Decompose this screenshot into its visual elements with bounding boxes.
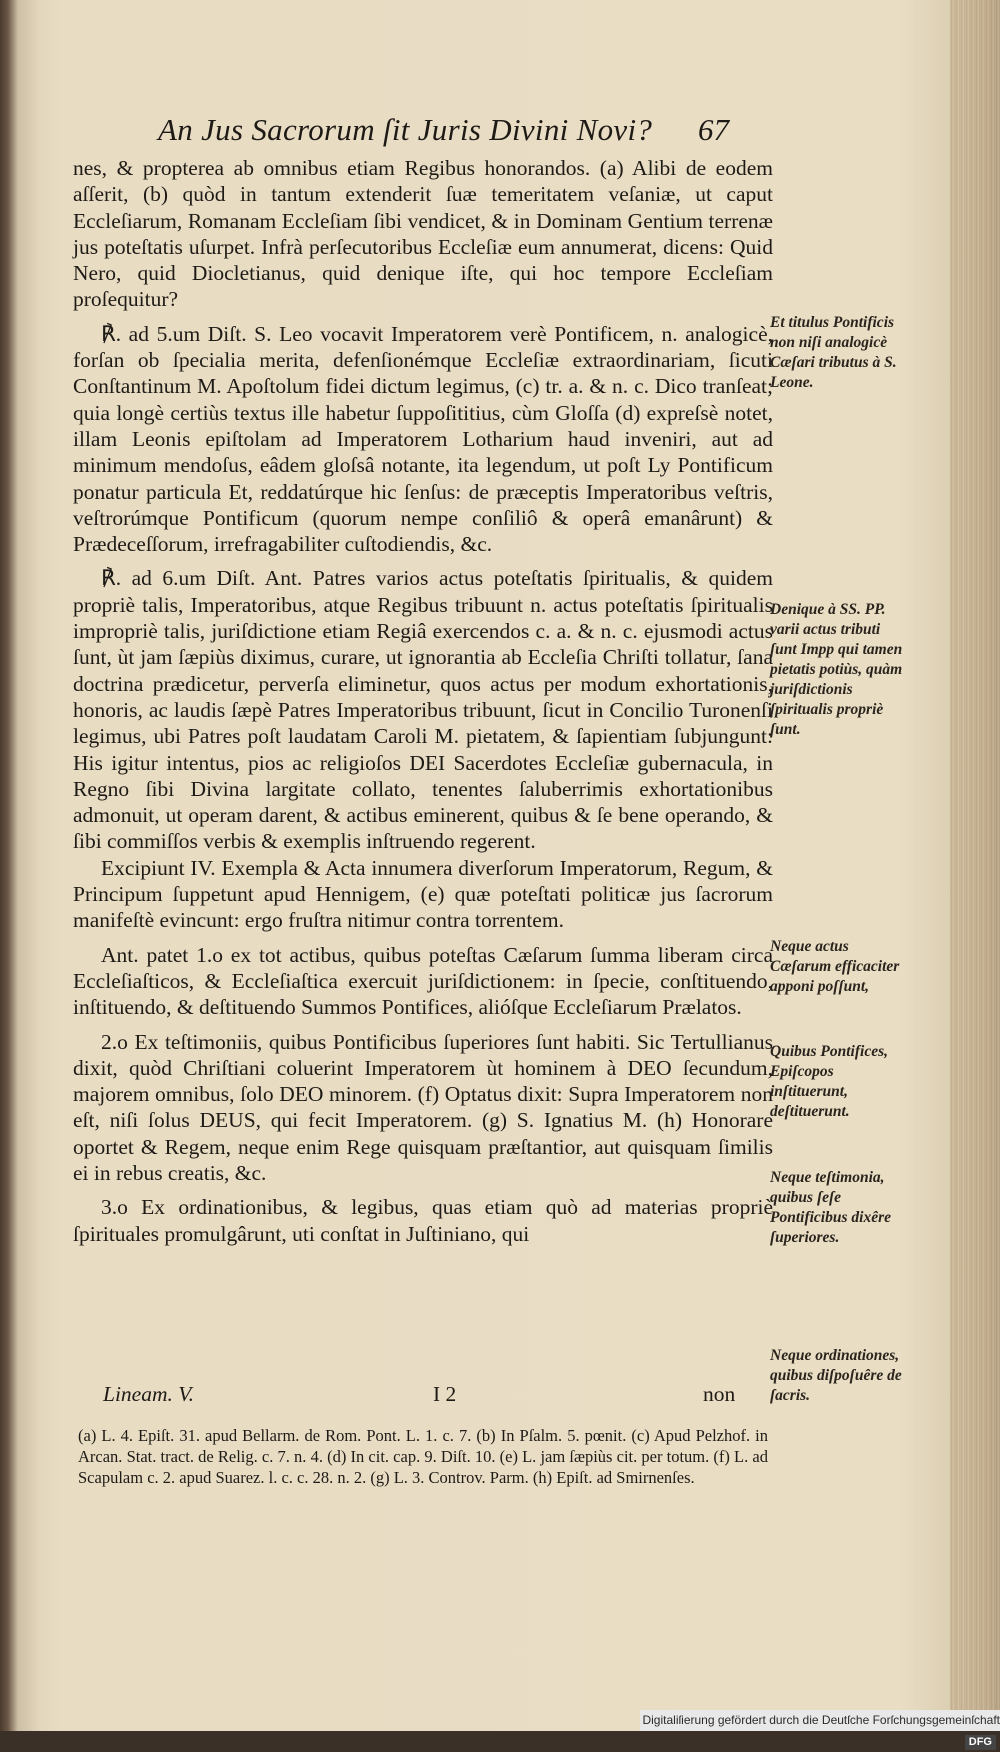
margin-note: Denique à SS. PP. varii actus tributi ſunt Impp qui tamen pietatis potiùs, quàm juriſdictionis ſpiritualis propriè ſunt. [770, 601, 903, 738]
margin-note: Neque actus Cæſarum efficaciter apponi poſſunt, [770, 938, 900, 995]
paragraph: 2.o Ex teſtimoniis, quibus Pontificibus ſuperiores ſunt habiti. Sic Tertullianus dixit, quòd Chriſtiani coluerint Imperatorem ùt hominem à DEO ſecundum, majorem omnibus, ſolo DEO minorem. (f) Optatus dixit: Supra Imperatorem non eſt, niſi ſolus DEUS, qui fecit Imperatorem. (g) S. Ignatius M. (h) Honorare oportet & Regem, neque enim Rege quisquam præſtantior, aut quisquam ſimilis ei in rebus creatis, &c. [73, 1029, 773, 1185]
digitization-text: Digitaliſierung gefördert durch die Deutſche Forſchungsgemeinſchaft · [642, 1713, 1000, 1748]
footnotes: (a) L. 4. Epiſt. 31. apud Bellarm. de Rom. Pont. L. 1. c. 7. (b) In Pſalm. 5. pœnit. (c) Apud Pelzhof. in Arcan. Stat. tract. de Relig. c. 7. n. 4. (d) In cit. cap. 9. Diſt. 10. (e) L. jam ſæpiùs cit. per totum. (f) L. ad Scapulam c. 2. apud Suarez. l. c. c. 28. n. 2. (g) L. 3. Controv. Parm. (h) Epiſt. ad Smirnenſes. [78, 1426, 768, 1487]
page-number: 67 [698, 112, 729, 147]
main-text [73, 155, 773, 1247]
margin-note: Et titulus Pontificis non niſi analogicè Cæſari tributus à S. Leone. [770, 314, 897, 391]
running-title: An Jus Sacrorum ſit Juris Divini Novi? [158, 112, 653, 147]
catchword-left: Lineam. V. [103, 1382, 194, 1406]
gathering-signature: I 2 [433, 1382, 457, 1406]
paragraph: Ant. patet 1.o ex tot actibus, quibus poteſtas Cæſarum ſumma liberam circa Eccleſiaſticos, & Eccleſiaſtica exercuit juriſdictionem: in ſpecie, conſtituendo, inſtituendo, & deſtituendo Summos Pontifices, alióſque Eccleſiarum Prælatos. [73, 942, 773, 1020]
paragraph: nes, & propterea ab omnibus etiam Regibus honorandos. (a) Alibi de eodem aſſerit, (b) quòd in tantum extenderit ſuæ temeritatem veſaniæ, ut caput Eccleſiarum, Romanam Eccleſiam ſibi vendicet, & in Dominam Gentium terrenæ jus poteſtatis uſurpet. Infrà perſecutoribus Eccleſiæ eum annumerat, dicens: Quid Nero, quid Diocletianus, quid denique iſte, qui hoc tempore Eccleſiam proſequitur? [73, 156, 773, 312]
digitization-credit [640, 1710, 1000, 1748]
margin-note: Neque ordinationes, quibus diſpoſuêre de ſacris. [770, 1347, 902, 1404]
paragraph: Excipiunt IV. Exempla & Acta innumera diverſorum Imperatorum, Regum, & Principum ſuppetunt apud Hennigem, (e) quæ poteſtati politicæ jus ſacrorum manifeſtè evincunt: ergo fruſtra nitimur contra torrentem. [73, 855, 773, 933]
paragraph: 3.o Ex ordinationibus, & legibus, quas etiam quò ad materias propriè ſpirituales promulgârunt, uti conſtat in Juſtiniano, qui [73, 1195, 773, 1246]
margin-note: Neque teſtimonia, quibus ſeſe Pontificibus dixêre ſuperiores. [770, 1169, 891, 1246]
margin-note: Quibus Pontifices, Epiſcopos inſtituerunt, deſtituerunt. [770, 1043, 888, 1120]
paragraph: ℟. ad 5.um Diſt. S. Leo vocavit Imperatorem verè Pontificem, n. analogicè, forſan ob ſpecialia merita, defenſionémque Eccleſiæ extraordinariam, ſicuti Conſtantinum M. Apoſtolum fidei dictum legimus, (c) tr. a. & n. c. Dico tranſeat; quia longè certiùs textus ille habetur ſuppoſititius, cùm Gloſſa (d) expreſsè notet, illam Leonis epiſtolam ad Imperatorem Lotharium haud inveniri, aut ad minimum mendoſus, eâdem gloſsâ notante, ita legendum, ut poſt Ly Pontificum ponatur particula Et, reddatúrque hic ſenſus: de præceptis Imperatoribus veſtris, veſtrorúmque Pontificum (quorum nempe conſiliô & operâ emanârunt) & Prædeceſſorum, irrefragabiliter cuſtodiendis, &c. [73, 321, 773, 557]
paragraph: ℟. ad 6.um Diſt. Ant. Patres varios actus poteſtatis ſpiritualis, & quidem propriè talis, Imperatoribus, atque Regibus tribuunt n. actus poteſtatis ſpiritualis impropriè talis, juriſdictione etiam Regiâ exercendos c. a. & n. c. ejusmodi actus ſunt, ùt jam ſæpiùs diximus, curare, ut ignorantia ab Eccleſia Chriſti tollatur, ſana doctrina prædicetur, perverſa eliminetur, quos actus per modum exhortationis, honoris, ac laudis ſæpè Patres Imperatoribus tribuunt, ſicut in Concilio Turonenſi legimus, ubi Patres poſt laudatam Caroli M. pietatem, & ſapientiam ſubjungunt: His igitur intentus, pios ac religioſos DEI Sacerdotes Eccleſiæ gubernacula, in Regno ſibi Divina largitate collato, tenentes ſaluberrimis exhortationibus admonuit, ut operam darent, & actibus eminerent, quibus & ſe bene operando, & ſibi commiſſos verbis & exemplis inſtruendo regerent. [73, 566, 773, 854]
dfg-logo: DFG [965, 1735, 996, 1750]
catchword: non [703, 1382, 736, 1406]
book-page [18, 0, 968, 1731]
